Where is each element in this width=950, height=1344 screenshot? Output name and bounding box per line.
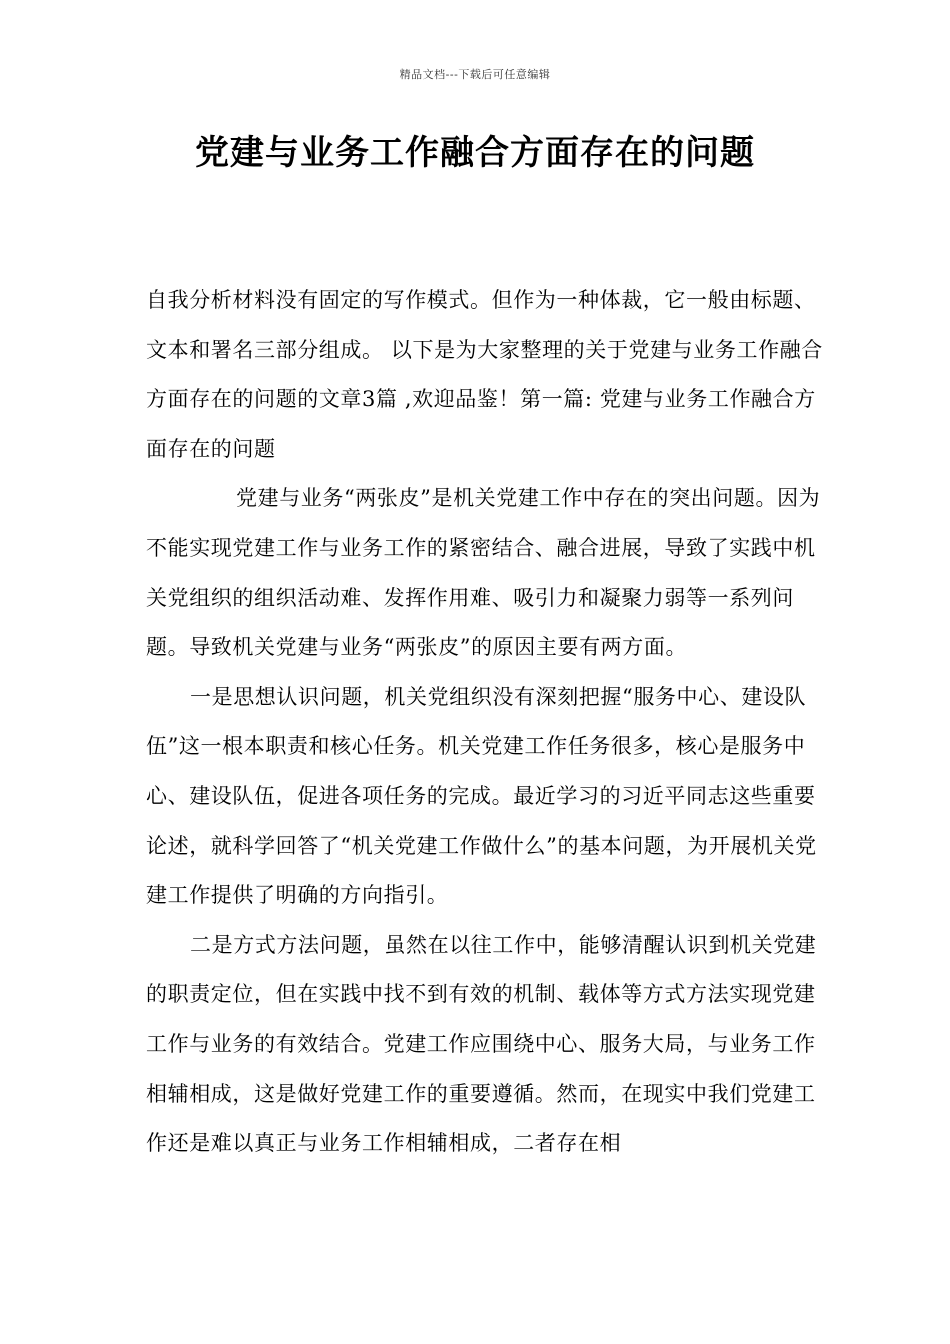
paragraph-two-skins: 党建与业务“两张皮”是机关党建工作中存在的突出问题。因为不能实现党建工作与业务工作的紧密结合、融合进展，导致了实践中机关党组织的组织活动难、发挥作用难、吸引力和凝聚力弱等一系列问题。导致机关党建与业务“两张皮”的原因主要有两方面。 bbox=[146, 486, 821, 660]
paragraph-methods: 二是方式方法问题，虽然在以往工作中，能够清醒认识到机关党建的职责定位，但在实践中找不到有效的机制、载体等方式方法实现党建工作与业务的有效结合。党建工作应围绕中心、服务大局，与业务工作相辅相成，这是做好党建工作的重要遵循。然而，在现实中我们党建工作还是难以真正与业务工作相辅相成，二者存在相 bbox=[146, 932, 817, 1156]
document-body bbox=[146, 276, 830, 1169]
paragraph-thinking: 一是思想认识问题，机关党组织没有深刻把握“服务中心、建设队伍”这一根本职责和核心任务。机关党建工作任务很多，核心是服务中心、建设队伍，促进各项任务的完成。最近学习的习近平同志这些重要论述，就科学回答了“机关党建工作做什么”的基本问题，为开展机关党建工作提供了明确的方向指引。 bbox=[146, 684, 817, 908]
header-note: 精品文档---下载后可任意编辑 bbox=[399, 68, 551, 81]
paragraph-intro: 自我分析材料没有固定的写作模式。但作为一种体裁，它一般由标题、文本和署名三部分组成。 以下是为大家整理的关于党建与业务工作融合方面存在的问题的文章3篇 ,欢迎品鉴！第一篇: 党建与业务工作融合方面存在的问题 bbox=[146, 288, 823, 461]
document-title: 党建与业务工作融合方面存在的问题 bbox=[195, 133, 755, 173]
